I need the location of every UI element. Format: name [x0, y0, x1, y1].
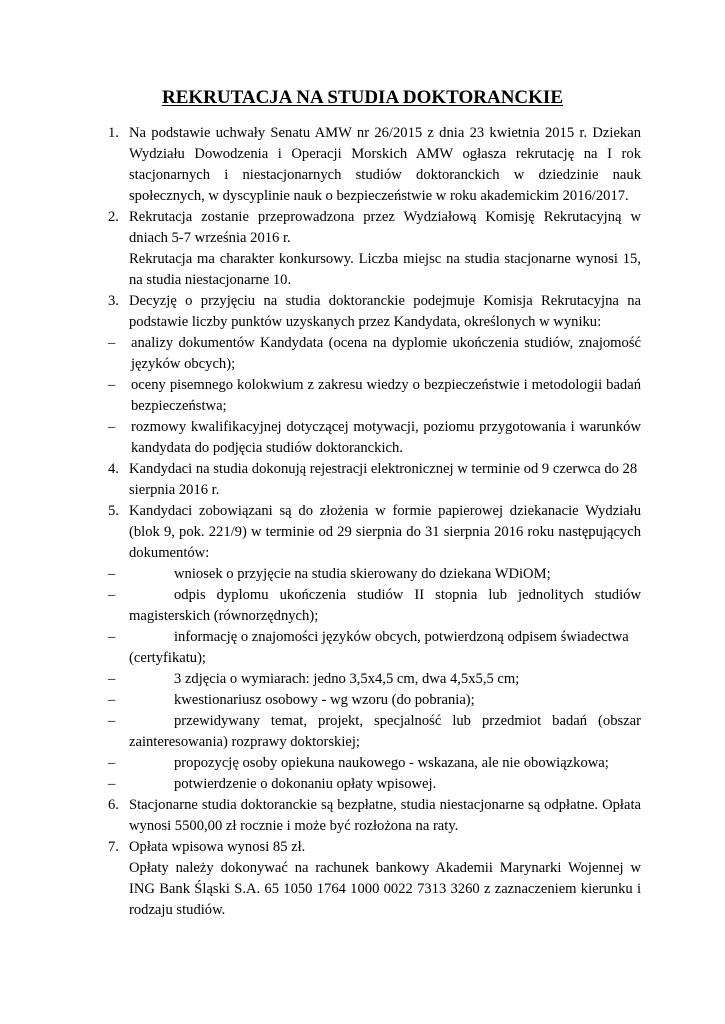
bullet-item: [108, 585, 641, 627]
list-item-text: Kandydaci zobowiązani są do złożenia w formie papierowej dziekanacie Wydziału (blok 9, pok. 221/9) w terminie od 29 sierpnia do 31 sierpnia 2016 roku następujących dokumentów:: [129, 503, 641, 561]
list-item-text-2: Rekrutacja ma charakter konkursowy. Liczba miejsc na studia stacjonarne wynosi 15, na studia niestacjonarne 10.: [129, 251, 641, 288]
bullet-text: potwierdzenie o dokonaniu opłaty wpisowej.: [174, 776, 437, 792]
list-item-text-2: Opłaty należy dokonywać na rachunek bankowy Akademii Marynarki Wojennej w ING Bank Śląski S.A. 65 1050 1764 1000 0022 7313 3260 z zaznaczeniem kierunku i rodzaju studiów.: [129, 860, 641, 918]
bullet-item: [108, 690, 641, 711]
bullet-item: [108, 774, 641, 795]
bullet-text: odpis dyplomu ukończenia studiów II stopnia lub jednolitych studiów magisterskich (równorzędnych);: [129, 587, 641, 624]
list-number: 2.: [108, 209, 119, 225]
dash-marker: –: [108, 377, 116, 393]
list-item-text: Opłata wpisowa wynosi 85 zł.: [129, 839, 306, 855]
bullet-text: 3 zdjęcia o wymiarach: jedno 3,5x4,5 cm, dwa 4,5x5,5 cm;: [174, 671, 520, 687]
dash-marker: –: [108, 671, 116, 687]
bullet-text: analizy dokumentów Kandydata (ocena na dyplomie ukończenia studiów, znajomość języków obcych);: [131, 335, 641, 372]
list-number: 6.: [108, 797, 119, 813]
bullet-item: [108, 711, 641, 753]
dash-marker: –: [108, 713, 116, 729]
list-number: 7.: [108, 839, 119, 855]
dash-marker: –: [108, 335, 116, 351]
dash-marker: –: [108, 629, 116, 645]
recruitment-list: [108, 123, 641, 921]
dash-marker: –: [108, 419, 116, 435]
bullet-text: przewidywany temat, projekt, specjalność lub przedmiot badań (obszar zainteresowania) rozprawy doktorskiej;: [129, 713, 641, 750]
bullet-text: kwestionariusz osobowy - wg wzoru (do pobrania);: [174, 692, 475, 708]
list-number: 4.: [108, 461, 119, 477]
list-item-3: [108, 291, 641, 333]
bullet-text: oceny pisemnego kolokwium z zakresu wiedzy o bezpieczeństwie i metodologii badań bezpieczeństwa;: [131, 377, 641, 414]
list-item-text: Decyzję o przyjęciu na studia doktoranckie podejmuje Komisja Rekrutacyjna na podstawie liczby punktów uzyskanych przez Kandydata, określonych w wyniku:: [129, 293, 641, 330]
page-title: REKRUTACJA NA STUDIA DOKTORANCKIE: [161, 87, 563, 108]
bullet-item: [108, 564, 641, 585]
bullet-item: [108, 417, 641, 459]
list-item-text: Na podstawie uchwały Senatu AMW nr 26/2015 z dnia 23 kwietnia 2015 r. Dziekan Wydziału Dowodzenia i Operacji Morskich AMW ogłasza rekrutację na I rok stacjonarnych i niestacjonarnych studiów doktoranckich w dziedzinie nauk społecznych, w dyscyplinie nauk o bezpieczeństwie w roku akademickim 2016/2017.: [129, 125, 641, 204]
dash-marker: –: [108, 566, 116, 582]
list-number: 5.: [108, 503, 119, 519]
bullet-text: wniosek o przyjęcie na studia skierowany do dziekana WDiOM;: [174, 566, 551, 582]
list-item-text: Kandydaci na studia dokonują rejestracji elektronicznej w terminie od 9 czerwca do 28 sierpnia 2016 r.: [129, 461, 638, 498]
list-item-text: Stacjonarne studia doktoranckie są bezpłatne, studia niestacjonarne są odpłatne. Opłata wynosi 5500,00 zł rocznie i może być rozłożona na raty.: [129, 797, 641, 834]
bullet-item: [108, 627, 641, 669]
bullet-item: [108, 669, 641, 690]
bullet-text: propozycję osoby opiekuna naukowego - wskazana, ale nie obowiązkowa;: [174, 755, 609, 771]
bullet-text: rozmowy kwalifikacyjnej dotyczącej motywacji, poziomu przygotowania i warunków kandydata do podjęcia studiów doktoranckich.: [131, 419, 641, 456]
list-number: 3.: [108, 293, 119, 309]
list-number: 1.: [108, 125, 119, 141]
dash-marker: –: [108, 587, 116, 603]
list-item-text: Rekrutacja zostanie przeprowadzona przez Wydziałową Komisję Rekrutacyjną w dniach 5-7 września 2016 r.: [129, 209, 641, 246]
list-item-1: [108, 123, 641, 207]
list-item-5: [108, 501, 641, 564]
bullet-item: [108, 375, 641, 417]
dash-marker: –: [108, 692, 116, 708]
dash-marker: –: [108, 755, 116, 771]
list-item-6: [108, 795, 641, 837]
bullet-text: informację o znajomości języków obcych, potwierdzoną odpisem świadectwa (certyfikatu);: [129, 629, 629, 666]
list-item-7: [108, 837, 641, 921]
bullet-item: [108, 753, 641, 774]
dash-marker: –: [108, 776, 116, 792]
list-item-2: [108, 207, 641, 291]
bullet-item: [108, 333, 641, 375]
list-item-4: [108, 459, 641, 501]
